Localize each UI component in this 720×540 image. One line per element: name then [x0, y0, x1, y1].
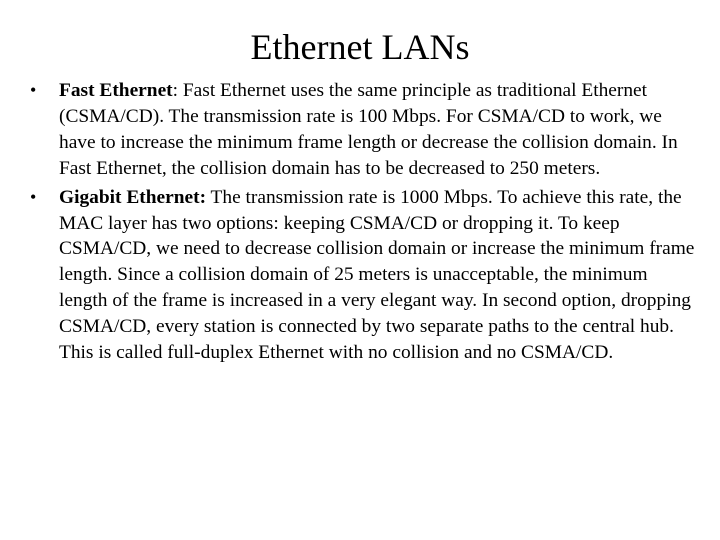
bullet-term: Gigabit Ethernet: — [59, 186, 207, 208]
bullet-list — [30, 78, 700, 369]
slide-title: Ethernet LANs — [250, 27, 470, 67]
bullet-term: Fast Ethernet — [59, 80, 173, 101]
bullet-gigabit-ethernet — [30, 185, 700, 366]
bullet-separator: : — [172, 80, 183, 101]
bullet-fast-ethernet — [30, 78, 700, 182]
bullet-marker: • — [30, 80, 37, 100]
bullet-text: Fast Ethernet uses the same principle as traditional Ethernet (CSMA/CD). The transmission rate is 100 Mbps. For CSMA/CD to work, we have to increase the minimum frame length or decrease the collision domain. In Fast Ethernet, the collision domain has to be decreased to 250 meters. — [59, 80, 678, 179]
bullet-marker: • — [30, 186, 37, 207]
bullet-text: The transmission rate is 1000 Mbps. To achieve this rate, the MAC layer has two options: keeping CSMA/CD or dropping it. To keep CSMA/CD, we need to decrease collision domain or increase the minimum frame length. Since a collision domain of 25 meters is unacceptable, the minimum length of the frame is increased in a very elegant way. In second option, dropping CSMA/CD, every station is connected by two separate paths to the central hub. This is called full-duplex Ethernet with no collision and no CSMA/CD. — [59, 186, 695, 364]
